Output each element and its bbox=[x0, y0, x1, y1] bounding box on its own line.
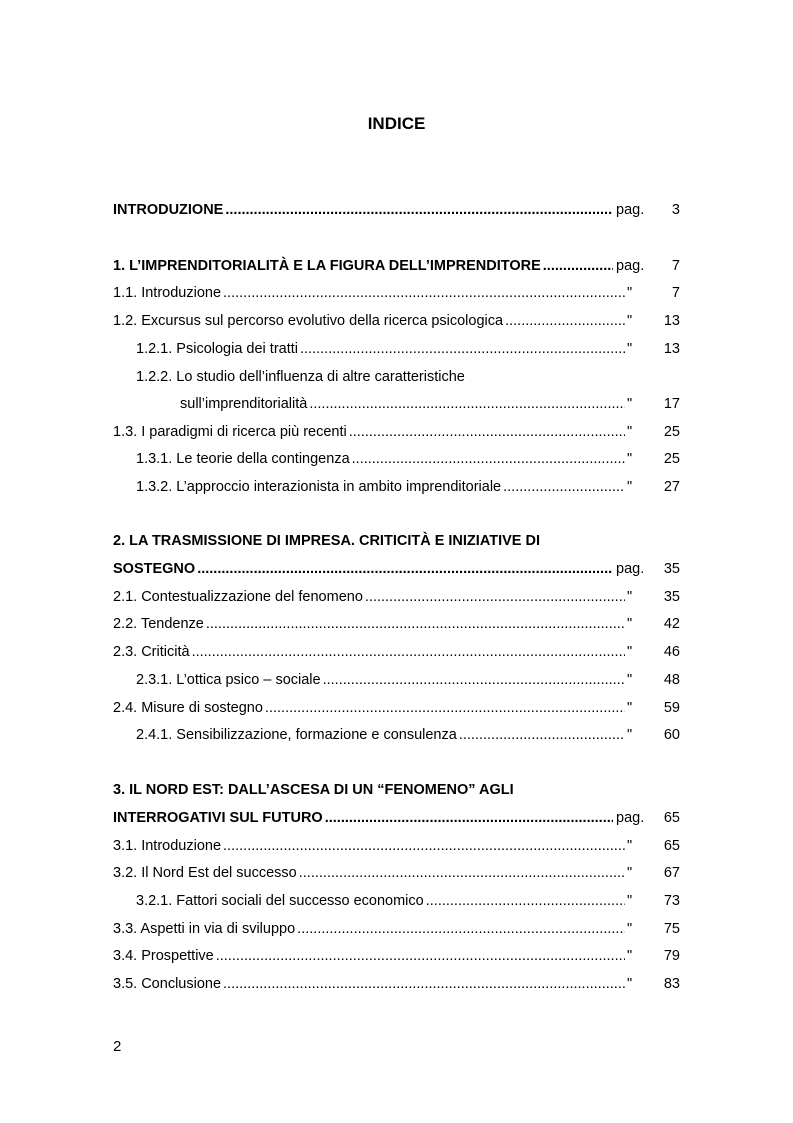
dot-leader bbox=[543, 255, 613, 277]
toc-entry[interactable] bbox=[0, 918, 793, 940]
dot-leader bbox=[365, 586, 625, 608]
toc-entry[interactable] bbox=[0, 366, 793, 388]
ditto-mark: " bbox=[627, 727, 633, 743]
toc-entry-text: 3. IL NORD EST: DALL’ASCESA DI UN “FENOMENO” AGLI bbox=[113, 782, 514, 798]
page-title: INDICE bbox=[367, 114, 426, 133]
toc-page-number: 79 bbox=[663, 948, 680, 964]
toc-entry-introduzione[interactable] bbox=[0, 199, 793, 221]
dot-leader bbox=[323, 669, 625, 691]
ditto-mark: " bbox=[627, 589, 633, 605]
toc-entry-text: 3.4. Prospettive bbox=[113, 948, 214, 964]
dot-leader bbox=[197, 558, 613, 580]
dot-leader bbox=[223, 282, 625, 304]
ditto-mark: " bbox=[627, 341, 633, 357]
toc-entry-text: 3.5. Conclusione bbox=[113, 976, 222, 992]
dot-leader bbox=[300, 338, 625, 360]
toc-entry[interactable] bbox=[0, 890, 793, 912]
toc-entry-text: 1.3.1. Le teorie della contingenza bbox=[136, 451, 350, 467]
toc-entry-text: 3.2. Il Nord Est del successo bbox=[113, 865, 297, 881]
dot-leader bbox=[309, 393, 625, 415]
toc-entry[interactable] bbox=[0, 338, 793, 360]
toc-entry-continuation[interactable] bbox=[0, 558, 793, 580]
toc-entry-text: 1. L’IMPRENDITORIALITÀ E LA FIGURA DELL’IMPRENDITORE bbox=[113, 258, 541, 274]
toc-entry-continuation[interactable] bbox=[0, 807, 793, 829]
toc-page-number: 17 bbox=[663, 396, 680, 412]
toc-entry-text: 2.4.1. Sensibilizzazione, formazione e consulenza bbox=[136, 727, 457, 743]
ditto-mark: " bbox=[627, 451, 633, 467]
ditto-mark: " bbox=[627, 616, 633, 632]
toc-entry-text: 2.3. Criticità bbox=[113, 644, 190, 660]
toc-page-number: 7 bbox=[671, 258, 680, 274]
dot-leader bbox=[297, 918, 625, 940]
toc-entry-text: 3.3. Aspetti in via di sviluppo bbox=[113, 921, 296, 937]
toc-entry[interactable] bbox=[0, 697, 793, 719]
toc-page-number: 65 bbox=[663, 810, 680, 826]
ditto-mark: " bbox=[627, 672, 633, 688]
toc-page-number: 59 bbox=[663, 700, 680, 716]
toc-entry-text: 1.2.2. Lo studio dell’influenza di altre caratteristiche bbox=[136, 369, 465, 385]
toc-entry-text: INTRODUZIONE bbox=[113, 202, 224, 218]
toc-entry[interactable] bbox=[0, 669, 793, 691]
toc-page-number: 75 bbox=[663, 921, 680, 937]
dot-leader bbox=[223, 973, 625, 995]
toc-entry-text: sull’imprenditorialità bbox=[180, 396, 308, 412]
toc-entry[interactable] bbox=[0, 724, 793, 746]
toc-page-number: 67 bbox=[663, 865, 680, 881]
toc-entry-text: 1.2. Excursus sul percorso evolutivo della ricerca psicologica bbox=[113, 313, 504, 329]
toc-entry[interactable] bbox=[0, 282, 793, 304]
pag-label: pag. bbox=[616, 561, 645, 577]
toc-entry-text: 2.3.1. L’ottica psico – sociale bbox=[136, 672, 321, 688]
toc-page-number: 60 bbox=[663, 727, 680, 743]
toc-entry[interactable] bbox=[0, 476, 793, 498]
dot-leader bbox=[225, 199, 613, 221]
ditto-mark: " bbox=[627, 700, 633, 716]
toc-entry[interactable] bbox=[0, 945, 793, 967]
ditto-mark: " bbox=[627, 313, 633, 329]
pag-label: pag. bbox=[616, 202, 645, 218]
ditto-mark: " bbox=[627, 948, 633, 964]
toc-entry-text: 2.1. Contestualizzazione del fenomeno bbox=[113, 589, 363, 605]
ditto-mark: " bbox=[627, 396, 633, 412]
pag-label: pag. bbox=[616, 810, 645, 826]
toc-page-number: 7 bbox=[671, 285, 680, 301]
dot-leader bbox=[265, 697, 625, 719]
ditto-mark: " bbox=[627, 865, 633, 881]
toc-entry-text: 1.3.2. L’approccio interazionista in ambito imprenditoriale bbox=[136, 479, 502, 495]
toc-page-number: 27 bbox=[663, 479, 680, 495]
toc-page-number: 35 bbox=[663, 561, 680, 577]
toc-entry[interactable] bbox=[0, 641, 793, 663]
toc-entry-text: 1.1. Introduzione bbox=[113, 285, 222, 301]
pag-label: pag. bbox=[616, 258, 645, 274]
dot-leader bbox=[505, 310, 625, 332]
toc-page-number: 65 bbox=[663, 838, 680, 854]
toc-page-number: 35 bbox=[663, 589, 680, 605]
toc-page-number: 13 bbox=[663, 313, 680, 329]
toc-entry-chapter-3[interactable] bbox=[0, 779, 793, 801]
toc-page-number: 25 bbox=[663, 451, 680, 467]
dot-leader bbox=[325, 807, 613, 829]
toc-entry-text: 3.2.1. Fattori sociali del successo economico bbox=[136, 893, 424, 909]
toc-entry-chapter-2[interactable] bbox=[0, 530, 793, 552]
ditto-mark: " bbox=[627, 479, 633, 495]
ditto-mark: " bbox=[627, 285, 633, 301]
toc-page-number: 13 bbox=[663, 341, 680, 357]
ditto-mark: " bbox=[627, 424, 633, 440]
toc-entry[interactable] bbox=[0, 448, 793, 470]
page-number: 2 bbox=[113, 1038, 122, 1055]
toc-entry-text: 2.2. Tendenze bbox=[113, 616, 204, 632]
toc-page-number: 48 bbox=[663, 672, 680, 688]
toc-entry-continuation[interactable] bbox=[0, 393, 793, 415]
dot-leader bbox=[299, 862, 625, 884]
toc-entry[interactable] bbox=[0, 421, 793, 443]
toc-entry-text: SOSTEGNO bbox=[113, 561, 196, 577]
dot-leader bbox=[503, 476, 625, 498]
toc-entry[interactable] bbox=[0, 973, 793, 995]
toc-entry-text: 1.3. I paradigmi di ricerca più recenti bbox=[113, 424, 347, 440]
ditto-mark: " bbox=[627, 838, 633, 854]
ditto-mark: " bbox=[627, 893, 633, 909]
toc-entry[interactable] bbox=[0, 613, 793, 635]
ditto-mark: " bbox=[627, 921, 633, 937]
dot-leader bbox=[192, 641, 625, 663]
toc-page-number: 3 bbox=[671, 202, 680, 218]
toc-entry[interactable] bbox=[0, 586, 793, 608]
dot-leader bbox=[216, 945, 625, 967]
dot-leader bbox=[459, 724, 625, 746]
toc-page-number: 83 bbox=[663, 976, 680, 992]
toc-entry[interactable] bbox=[0, 862, 793, 884]
dot-leader bbox=[223, 835, 625, 857]
dot-leader bbox=[352, 448, 625, 470]
toc-entry-text: 3.1. Introduzione bbox=[113, 838, 222, 854]
toc-entry-chapter-1[interactable] bbox=[0, 255, 793, 277]
toc-entry-text: 2. LA TRASMISSIONE DI IMPRESA. CRITICITÀ E INIZIATIVE DI bbox=[113, 533, 540, 549]
ditto-mark: " bbox=[627, 644, 633, 660]
dot-leader bbox=[426, 890, 625, 912]
ditto-mark: " bbox=[627, 976, 633, 992]
toc-page-number: 73 bbox=[663, 893, 680, 909]
dot-leader bbox=[349, 421, 625, 443]
toc-entry-text: 1.2.1. Psicologia dei tratti bbox=[136, 341, 299, 357]
toc-page-number: 42 bbox=[663, 616, 680, 632]
toc-entry-text: 2.4. Misure di sostegno bbox=[113, 700, 263, 716]
toc-page-number: 25 bbox=[663, 424, 680, 440]
toc-entry[interactable] bbox=[0, 835, 793, 857]
toc-page-number: 46 bbox=[663, 644, 680, 660]
toc-entry[interactable] bbox=[0, 310, 793, 332]
toc-entry-text: INTERROGATIVI SUL FUTURO bbox=[113, 810, 323, 826]
dot-leader bbox=[206, 613, 625, 635]
